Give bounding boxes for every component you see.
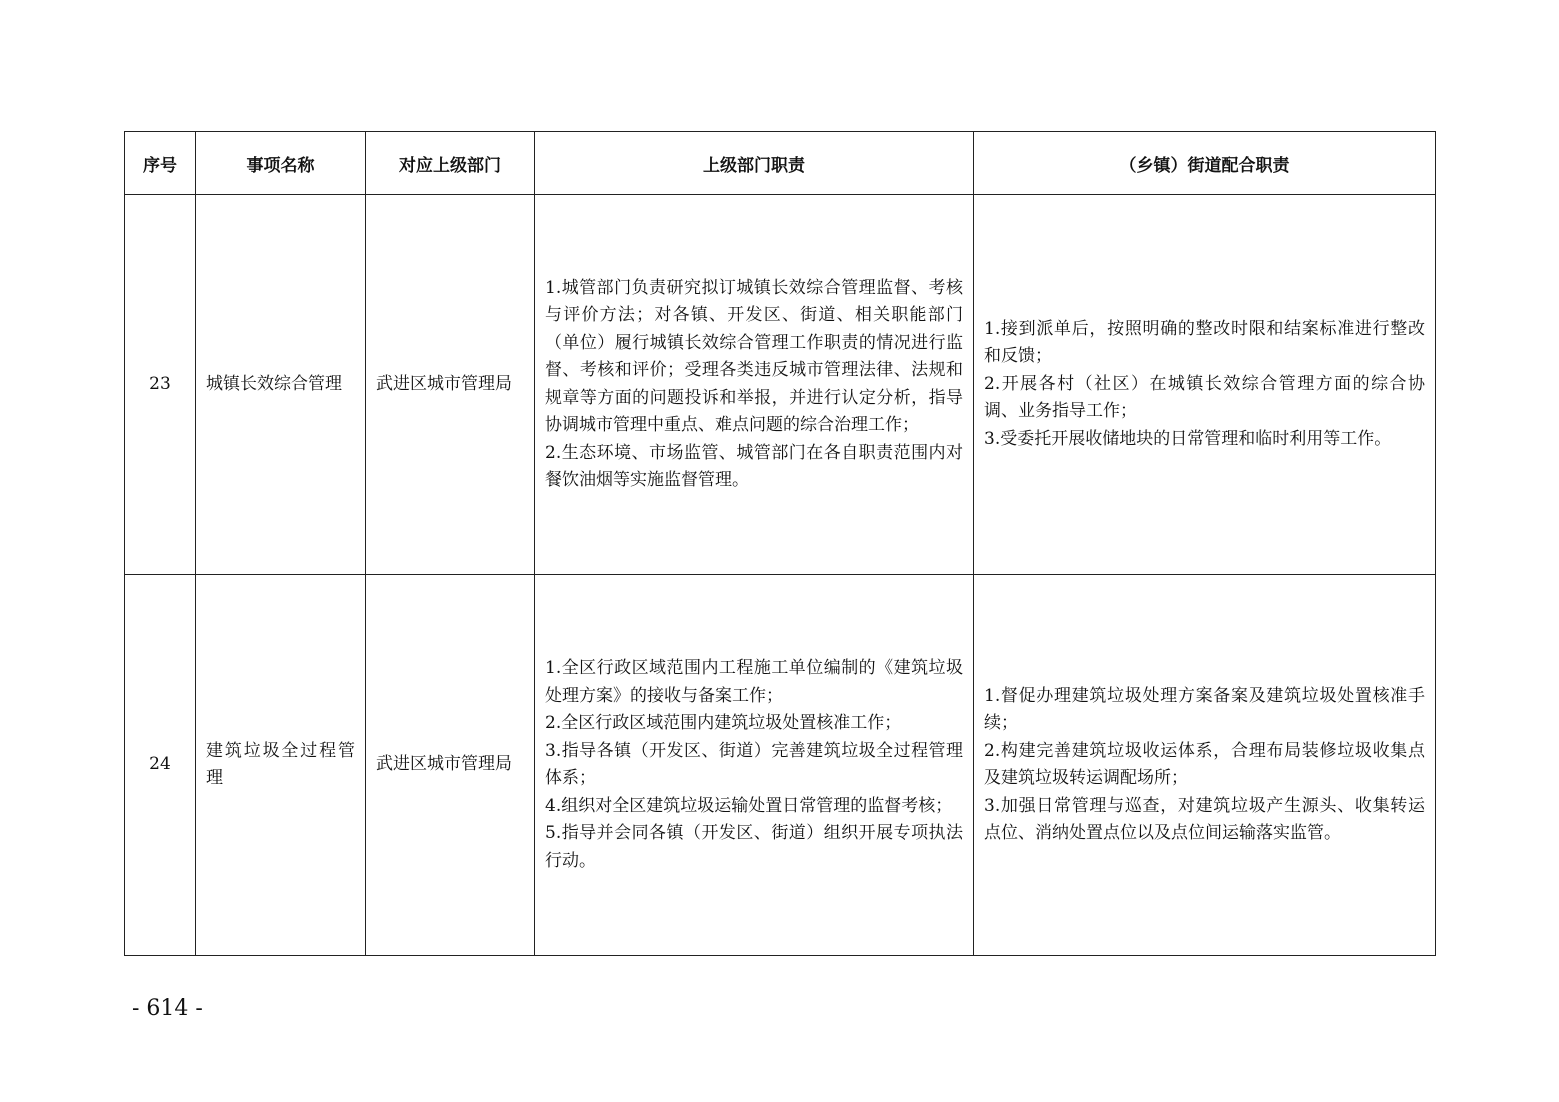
row-street-duty [974, 195, 1436, 575]
page-number: - 614 - [132, 996, 203, 1021]
row-num: 23 [125, 195, 196, 575]
duty-item: 1.全区行政区域范围内工程施工单位编制的《建筑垃圾处理方案》的接收与备案工作； [545, 658, 963, 706]
row-num: 24 [125, 575, 196, 956]
duty-item: 2.构建完善建筑垃圾收运体系，合理布局装修垃圾收集点及建筑垃圾转运调配场所； [984, 740, 1425, 788]
duty-item: 3.受委托开展收储地块的日常管理和临时利用等工作。 [984, 428, 1392, 449]
header-street-duty: （乡镇）街道配合职责 [974, 132, 1436, 195]
duty-item: 1.督促办理建筑垃圾处理方案备案及建筑垃圾处置核准手续； [984, 685, 1425, 733]
duty-item: 2.生态环境、市场监管、城管部门在各自职责范围内对餐饮油烟等实施监督管理。 [545, 442, 963, 490]
duty-item: 2.开展各村（社区）在城镇长效综合管理方面的综合协调、业务指导工作； [984, 373, 1425, 422]
table-row [125, 575, 1436, 956]
row-superior-duty [535, 195, 974, 575]
header-superior-duty: 上级部门职责 [535, 132, 974, 195]
row-item-name: 建筑垃圾全过程管理 [196, 575, 366, 956]
duty-item: 1.城管部门负责研究拟订城镇长效综合管理监督、考核与评价方法；对各镇、开发区、街道、相关职能部门（单位）履行城镇长效综合管理工作职责的情况进行监督、考核和评价；受理各类违反城市管理法律、法规和规章等方面的问题投诉和举报，并进行认定分析，指导协调城市管理中重点、难点问题的综合治理工作； [545, 277, 963, 435]
row-superior-duty [535, 575, 974, 956]
duty-item: 3.指导各镇（开发区、街道）完善建筑垃圾全过程管理体系； [545, 740, 963, 788]
header-num: 序号 [125, 132, 196, 195]
row-item-name: 城镇长效综合管理 [196, 195, 366, 575]
row-dept: 武进区城市管理局 [366, 575, 535, 956]
header-item-name: 事项名称 [196, 132, 366, 195]
duty-item: 2.全区行政区域范围内建筑垃圾处置核准工作； [545, 713, 902, 733]
duty-table [124, 131, 1436, 956]
header-row [125, 132, 1436, 195]
header-dept: 对应上级部门 [366, 132, 535, 195]
duty-item: 1.接到派单后，按照明确的整改时限和结案标准进行整改和反馈； [984, 318, 1425, 367]
duty-item: 5.指导并会同各镇（开发区、街道）组织开展专项执法行动。 [545, 823, 963, 871]
row-street-duty [974, 575, 1436, 956]
duty-item: 4.组织对全区建筑垃圾运输处置日常管理的监督考核； [545, 795, 953, 816]
duty-item: 3.加强日常管理与巡查，对建筑垃圾产生源头、收集转运点位、消纳处置点位以及点位间运输落实监管。 [984, 795, 1425, 843]
row-dept: 武进区城市管理局 [366, 195, 535, 575]
table-row [125, 195, 1436, 575]
